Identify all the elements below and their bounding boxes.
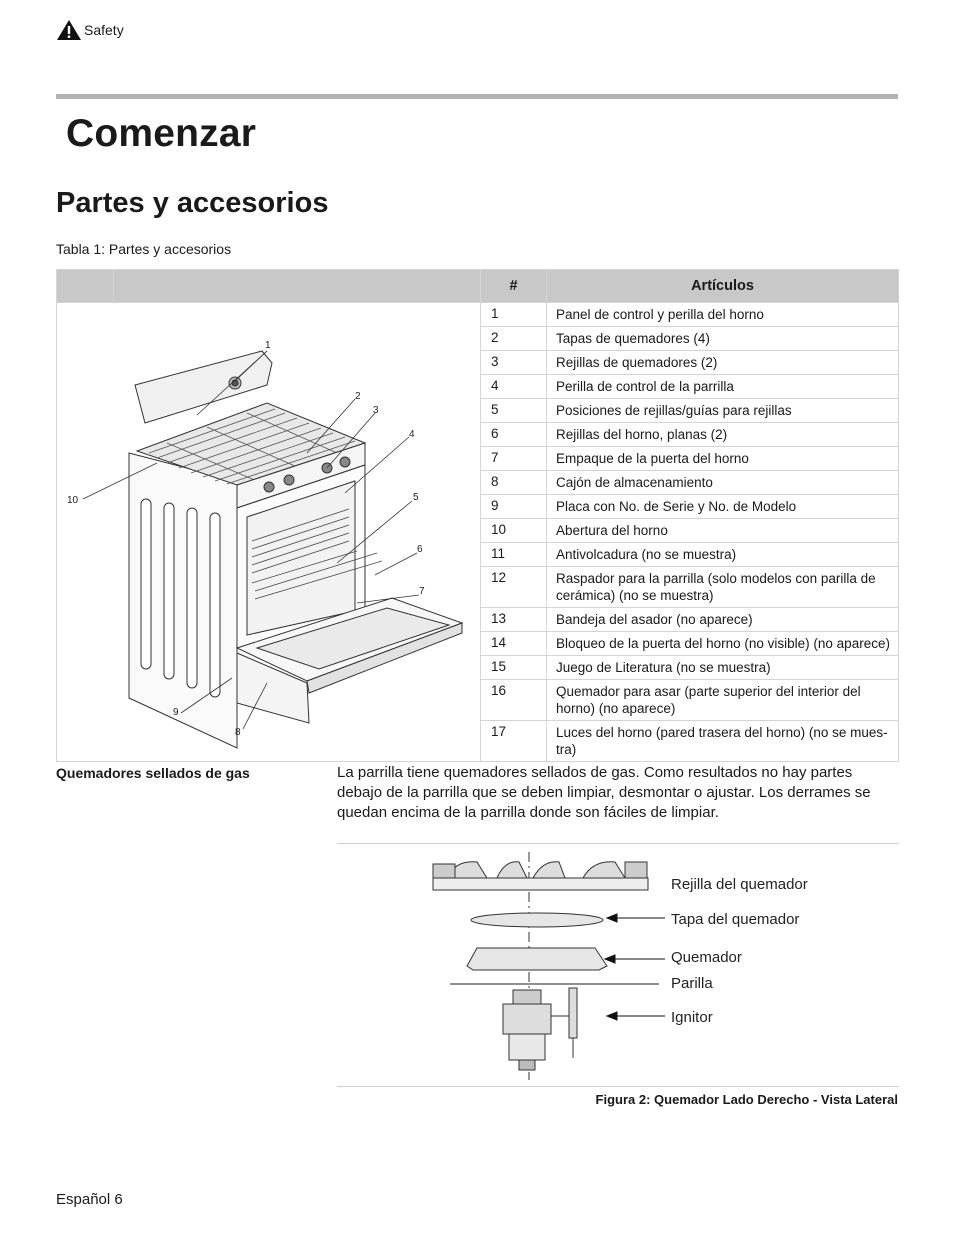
- table-caption: Tabla 1: Partes y accesorios: [56, 241, 232, 257]
- oven-figure-cell: [57, 303, 481, 762]
- part-name: Quemador para asar (parte superior del interior del horno) (no aparece): [547, 680, 899, 721]
- oven-callout-10: 10: [67, 495, 79, 506]
- part-name: Juego de Literatura (no se muestra): [547, 656, 899, 680]
- part-name: Panel de control y perilla del horno: [547, 303, 899, 327]
- oven-callout-2: 2: [355, 391, 361, 402]
- burner-cap-shape: [471, 913, 603, 927]
- part-number: 8: [481, 471, 547, 495]
- part-name: Antivolcadura (no se muestra): [547, 543, 899, 567]
- label-cooktop: Parilla: [671, 975, 713, 992]
- part-number: 9: [481, 495, 547, 519]
- part-number: 7: [481, 447, 547, 471]
- part-name: Rejillas de quemadores (2): [547, 351, 899, 375]
- burner-base-shape: [467, 948, 607, 970]
- part-name: Placa con No. de Serie y No. de Modelo: [547, 495, 899, 519]
- gas-section-body: La parrilla tiene quemadores sellados de gas. Como resultados no hay partes debajo de la parrilla que se deben limpiar, desmontar o ajustar. Los derrames se quedan encima de la parrilla donde son fáciles de limpiar.: [337, 764, 871, 821]
- oven-callout-3: 3: [373, 405, 379, 416]
- part-number: 16: [481, 680, 547, 721]
- part-number: 11: [481, 543, 547, 567]
- part-name: Cajón de almacenamiento: [547, 471, 899, 495]
- part-number: 6: [481, 423, 547, 447]
- part-number: 3: [481, 351, 547, 375]
- part-name: Tapas de quemadores (4): [547, 327, 899, 351]
- header-number: #: [481, 270, 547, 303]
- oven-illustration: [57, 303, 477, 751]
- figure-bottom-rule: [337, 1086, 899, 1087]
- running-header: [56, 18, 124, 42]
- burner-diagram: [337, 848, 899, 1082]
- page-footer: Español 6: [56, 1191, 123, 1208]
- part-name: Raspador para la parrilla (solo modelos con parilla de cerámica) (no se muestra): [547, 567, 899, 608]
- header-blank-1: [57, 270, 114, 303]
- label-burner-grate: Rejilla del quemador: [671, 876, 808, 893]
- label-burner: Quemador: [671, 949, 742, 966]
- figure-top-rule: [337, 843, 899, 844]
- burner-grate-shape: [433, 862, 648, 890]
- oven-callout-9: 9: [173, 707, 179, 718]
- oven-callout-1: 1: [265, 340, 271, 351]
- oven-callout-5: 5: [413, 492, 419, 503]
- oven-callout-6: 6: [417, 544, 423, 555]
- part-number: 10: [481, 519, 547, 543]
- part-number: 12: [481, 567, 547, 608]
- header-items: Artículos: [547, 270, 899, 303]
- label-ignitor: Ignitor: [671, 1009, 713, 1026]
- header-blank-2: [114, 270, 481, 303]
- part-name: Posiciones de rejillas/guías para rejillas: [547, 399, 899, 423]
- label-burner-cap: Tapa del quemador: [671, 911, 800, 928]
- figure-caption: Figura 2: Quemador Lado Derecho - Vista Lateral: [595, 1092, 898, 1107]
- part-name: Luces del horno (pared trasera del horno) (no se mues-tra): [547, 721, 899, 762]
- table-header-row: [57, 270, 899, 303]
- part-number: 14: [481, 632, 547, 656]
- part-name: Abertura del horno: [547, 519, 899, 543]
- part-number: 2: [481, 327, 547, 351]
- header-section-label: Safety: [84, 22, 124, 38]
- part-name: Bandeja del asador (no aparece): [547, 608, 899, 632]
- table-row: [57, 303, 899, 327]
- section-title: Partes y accesorios: [56, 187, 329, 219]
- part-number: 5: [481, 399, 547, 423]
- oven-callout-4: 4: [409, 429, 415, 440]
- part-number: 15: [481, 656, 547, 680]
- oven-callout-8: 8: [235, 727, 241, 738]
- gas-section-title: Quemadores sellados de gas: [56, 765, 250, 781]
- part-number: 4: [481, 375, 547, 399]
- part-name: Perilla de control de la parrilla: [547, 375, 899, 399]
- warning-triangle-icon: [56, 19, 82, 41]
- title-rule: [56, 94, 898, 99]
- page-title: Comenzar: [66, 112, 257, 155]
- part-name: Bloqueo de la puerta del horno (no visible) (no aparece): [547, 632, 899, 656]
- ignitor-assembly-shape: [503, 988, 577, 1070]
- parts-table: [56, 269, 899, 762]
- part-name: Empaque de la puerta del horno: [547, 447, 899, 471]
- part-name: Rejillas del horno, planas (2): [547, 423, 899, 447]
- part-number: 13: [481, 608, 547, 632]
- part-number: 1: [481, 303, 547, 327]
- part-number: 17: [481, 721, 547, 762]
- oven-callout-7: 7: [419, 586, 425, 597]
